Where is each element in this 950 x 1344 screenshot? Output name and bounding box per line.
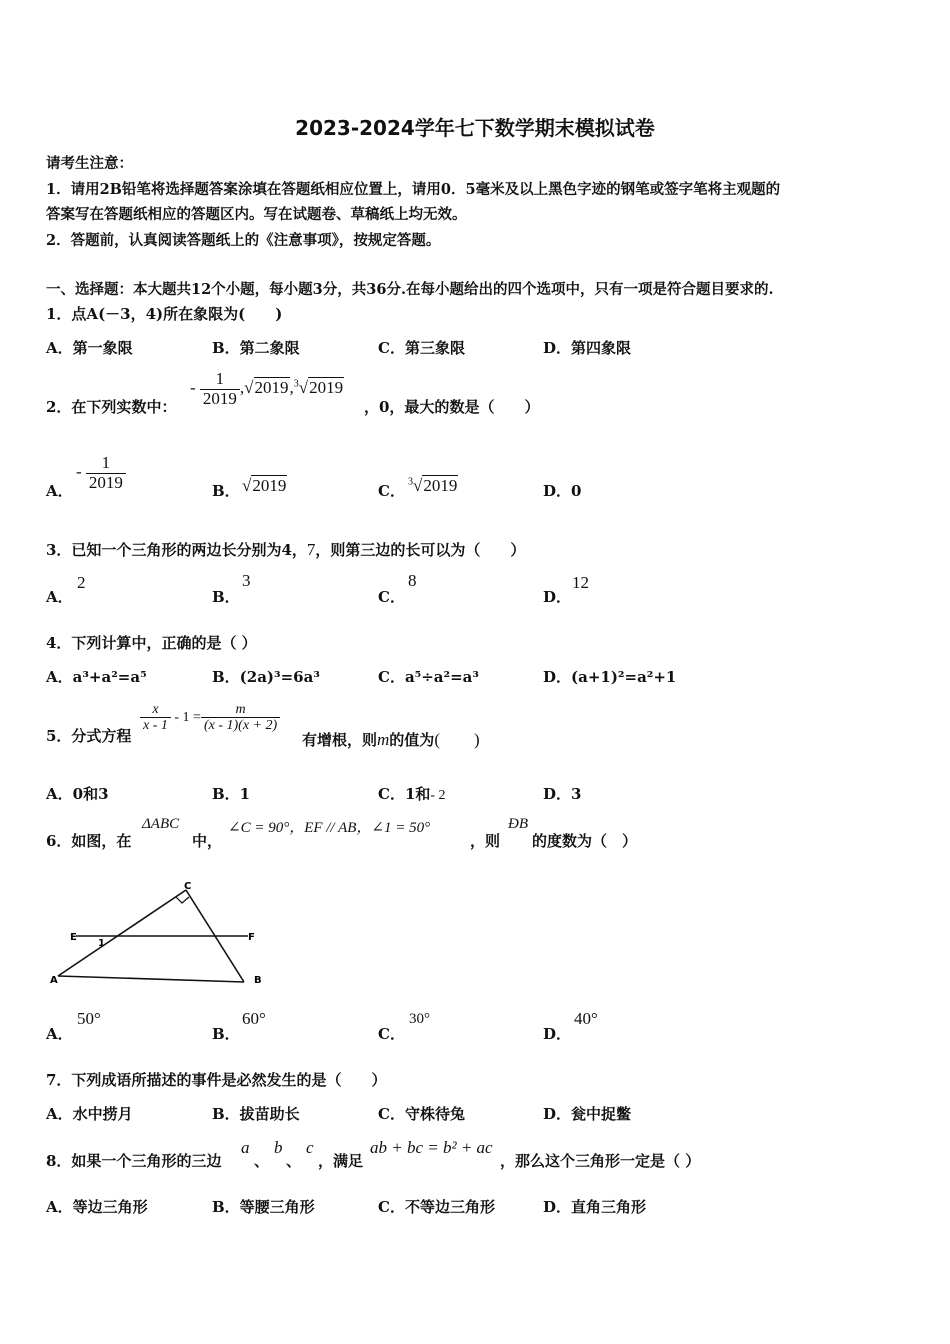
q2a-num: 1 <box>101 453 111 472</box>
q3-stem-a: 3．已知一个三角形的两边长分别为4， <box>46 541 307 559</box>
q6-option-c: 30° <box>409 1011 430 1027</box>
side-ac <box>58 890 186 976</box>
label-e: E <box>70 932 77 943</box>
q7-option-b: B．拔苗助长 <box>212 1105 300 1123</box>
q8-option-c: C．不等边三角形 <box>378 1198 495 1216</box>
q6-option-b-label: B． <box>212 1025 240 1043</box>
q6-option-d: 40° <box>574 1009 598 1028</box>
q5-d1: x - 1 <box>140 717 171 733</box>
q2-stem-suffix: ，0，最大的数是（ ） <box>364 398 540 416</box>
triangle-figure <box>46 880 276 990</box>
q2a-fraction <box>86 454 126 492</box>
q1-option-a: A．第一象限 <box>46 339 133 357</box>
q6-prefix: 6．如图，在 <box>46 832 132 850</box>
q8-sep2: 、 <box>286 1152 302 1170</box>
q6-tri: ΔABC <box>142 816 180 832</box>
q3-option-c: 8 <box>408 571 417 590</box>
q2-expression: - $\frac{1}{2019}$ ,√2019,$^3$√2019 <box>190 369 344 408</box>
page-title: 2023-2024学年七下数学期末模拟试卷 <box>295 116 655 140</box>
q3-option-b-label: B． <box>212 588 240 606</box>
q8-suffix: ，那么这个三角形一定是（ ） <box>500 1152 701 1170</box>
q6-cond: ∠C = 90°，EF // AB，∠1 = 50° <box>228 820 431 836</box>
notice-line2: 2．答题前，认真阅读答题纸上的《注意事项》，按规定答题。 <box>46 232 441 249</box>
q8-mid: ，满足 <box>318 1152 364 1170</box>
right-angle-mark <box>176 897 189 903</box>
q6-option-c-label: C． <box>378 1025 405 1043</box>
q2-stem-prefix: 2．在下列实数中： <box>46 398 177 416</box>
q2-sqrt: 2019 <box>254 378 289 398</box>
q2b-sqrt: 2019 <box>252 476 287 495</box>
label-1: 1 <box>98 938 105 949</box>
q5-option-c-label: C．1和 <box>378 785 431 803</box>
q2-comma: , <box>239 378 245 398</box>
q2c-idx: 3 <box>408 476 413 488</box>
q5-paren: ( ) <box>434 730 480 749</box>
q2a-den: 2019 <box>86 473 126 493</box>
q3-option-a-label: A． <box>46 588 73 606</box>
q5-suffix <box>302 725 480 750</box>
q5-option-a: A．0和3 <box>46 785 109 803</box>
q6-mid1: 中， <box>192 832 223 850</box>
q6-suffix: 的度数为（ ） <box>532 832 638 850</box>
q1-option-c: C．第三象限 <box>378 339 465 357</box>
q2a-minus: - <box>76 462 82 482</box>
q5-option-c-val: - 2 <box>430 788 446 803</box>
q2-option-c-label: C． <box>378 482 405 500</box>
q2-num: 1 <box>215 369 225 388</box>
q3-option-c-label: C． <box>378 588 405 606</box>
q5-suffix-b: 的值为 <box>389 731 435 749</box>
q8-var-a: a <box>241 1138 250 1157</box>
q5-frac1 <box>140 702 171 734</box>
q5-option-b: B．1 <box>212 785 251 803</box>
q1-option-d: D．第四象限 <box>543 339 632 357</box>
q2-option-d: D．0 <box>543 482 582 500</box>
q8-sep1: 、 <box>254 1152 270 1170</box>
q1-stem: 1．点A(－3，4)所在象限为( ) <box>46 305 283 323</box>
q8-prefix: 8．如果一个三角形的三边 <box>46 1152 222 1170</box>
q7-option-c: C．守株待兔 <box>378 1105 465 1123</box>
q8-var-c: c <box>306 1138 314 1157</box>
q6-angle: ÐB <box>508 816 528 832</box>
notice-line1b: 答案写在答题纸相应的答题区内。写在试题卷、草稿纸上均无效。 <box>46 206 467 223</box>
q2-comma2: , <box>289 378 294 398</box>
q8-option-a: A．等边三角形 <box>46 1198 148 1216</box>
q7-stem: 7．下列成语所描述的事件是必然发生的是（ ） <box>46 1071 387 1089</box>
section-heading: 一、选择题：本大题共12个小题，每小题3分，共36分.在每小题给出的四个选项中，只有一项是符合题目要求的. <box>46 281 774 298</box>
q2-option-a-label: A． <box>46 482 73 500</box>
label-c: C <box>184 881 192 892</box>
q4-option-d: D．(a+1)²=a²+1 <box>543 668 677 686</box>
q3-stem-b: 7 <box>306 540 316 559</box>
q2-option-b-label: B． <box>212 482 240 500</box>
q3-option-b: 3 <box>242 571 251 590</box>
q5-n1: x <box>152 702 159 717</box>
q6-option-b: 60° <box>242 1009 266 1028</box>
notice-heading: 请考生注意： <box>46 155 133 172</box>
q5-equation <box>140 702 280 734</box>
q5-mid: - 1 = <box>170 710 201 726</box>
q5-option-d: D．3 <box>543 785 582 803</box>
q3-stem <box>46 539 525 560</box>
label-b: B <box>254 975 262 986</box>
label-f: F <box>248 932 255 943</box>
q5-prefix: 5．分式方程 <box>46 727 132 745</box>
q3-option-d: 12 <box>572 573 589 592</box>
q3-option-a: 2 <box>77 573 86 592</box>
side-ab <box>58 976 244 982</box>
q2-fraction <box>200 370 240 408</box>
q2-den: 2019 <box>200 389 240 409</box>
q8-option-b: B．等腰三角形 <box>212 1198 315 1216</box>
q4-stem: 4．下列计算中，正确的是（ ） <box>46 634 257 652</box>
notice-line1a: 1．请用2B铅笔将选择题答案涂填在答题纸相应位置上，请用0．5毫米及以上黑色字迹的钢笔或签字笔将主观题的 <box>46 181 781 198</box>
q6-option-d-label: D． <box>543 1025 572 1043</box>
q2-cube-index: 3 <box>293 378 299 390</box>
q3-option-d-label: D． <box>543 588 572 606</box>
q3-stem-c: ，则第三边的长可以为（ ） <box>315 541 526 559</box>
q2-option-c: $^3$√2019 <box>408 476 458 495</box>
q5-suffix-a: 有增根，则 <box>302 731 378 749</box>
q2-option-b: √2019 <box>242 476 287 495</box>
q2c-cube: 2019 <box>423 476 458 495</box>
q6-option-a: 50° <box>77 1009 101 1028</box>
q5-option-c <box>378 783 446 804</box>
q8-var-b: b <box>274 1138 283 1157</box>
q2-cube: 2019 <box>309 378 344 398</box>
q5-d2: (x - 1)(x + 2) <box>201 717 280 733</box>
q5-var: m <box>377 730 390 749</box>
q4-option-b: B．(2a)³=6a³ <box>212 668 320 686</box>
q6-option-a-label: A． <box>46 1025 73 1043</box>
q5-n2: m <box>235 702 246 717</box>
q8-option-d: D．直角三角形 <box>543 1198 647 1216</box>
q7-option-a: A．水中捞月 <box>46 1105 133 1123</box>
q2-option-a <box>76 454 126 492</box>
label-a: A <box>50 975 58 986</box>
q2-minus: - <box>190 378 196 398</box>
q6-mid2: ，则 <box>470 832 501 850</box>
q5-frac2 <box>201 702 280 734</box>
q4-option-a: A．a³+a²=a⁵ <box>46 668 147 686</box>
q4-option-c: C．a⁵÷a²=a³ <box>378 668 479 686</box>
q7-option-d: D．瓮中捉鳖 <box>543 1105 632 1123</box>
q1-option-b: B．第二象限 <box>212 339 300 357</box>
q8-equation: ab + bc = b² + ac <box>370 1138 493 1157</box>
